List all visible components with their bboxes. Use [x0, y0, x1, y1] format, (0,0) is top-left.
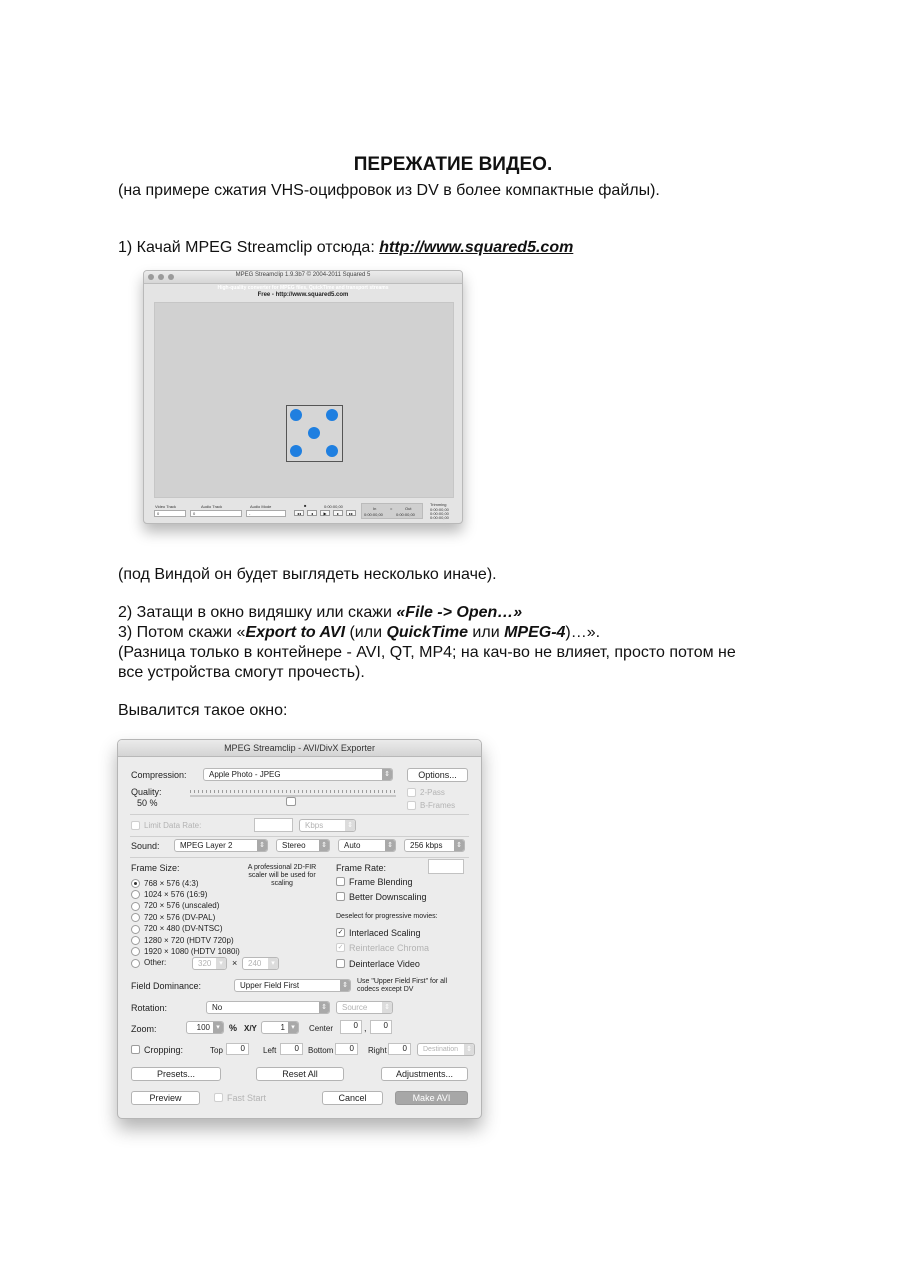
step-back-icon[interactable]: ◂ — [307, 510, 317, 516]
frame-size-option-label: 1280 × 720 (HDTV 720p) — [144, 935, 234, 945]
out-label: Out — [405, 506, 412, 511]
container-note-line-2: все устройства смогут прочесть). — [118, 664, 365, 681]
stop-icon[interactable]: ■ — [304, 503, 307, 508]
center-y-input[interactable]: 0 — [370, 1020, 392, 1034]
field-dominance-select[interactable]: Upper Field First ⇕ — [234, 979, 351, 992]
chevron-updown-icon: ⇕ — [385, 840, 395, 851]
xy-select[interactable]: 1 ▾ — [261, 1021, 299, 1034]
crop-left-input[interactable]: 0 — [280, 1043, 303, 1055]
rotation-label: Rotation: — [131, 1003, 168, 1013]
step-forward-icon[interactable]: ▸ — [333, 510, 343, 516]
trimming-time-2: 0:00:00,00 — [430, 511, 449, 516]
frame-size-radio[interactable] — [131, 902, 140, 911]
frame-blending-checkbox[interactable] — [336, 877, 345, 886]
center-label: Center — [309, 1024, 334, 1033]
options-button[interactable]: Options... — [407, 768, 468, 782]
crop-top-label: Top — [210, 1046, 223, 1055]
separator — [130, 857, 469, 858]
frame-size-option-label: 768 × 576 (4:3) — [144, 878, 199, 888]
cancel-button[interactable]: Cancel — [322, 1091, 383, 1105]
chevron-updown-icon: ⇕ — [382, 769, 392, 780]
interlaced-scaling-checkbox[interactable]: ✓ — [337, 929, 344, 936]
compression-label: Compression: — [131, 770, 187, 780]
frame-size-radio[interactable] — [131, 879, 140, 888]
audio-track-select[interactable]: 0 — [190, 510, 242, 517]
step-3-part-e: или — [467, 624, 505, 641]
xy-label: X/Y — [244, 1024, 257, 1033]
in-time: 0:00:00,00 — [364, 512, 383, 517]
out-time: 0:00:00,00 — [396, 512, 415, 517]
chevron-updown-icon: ⇕ — [345, 820, 355, 831]
chevron-updown-icon: ⇕ — [319, 840, 329, 851]
frame-size-radio[interactable] — [131, 925, 140, 934]
crop-right-label: Right — [368, 1046, 387, 1055]
crop-bottom-input[interactable]: 0 — [335, 1043, 358, 1055]
limit-data-rate-checkbox[interactable] — [131, 821, 140, 830]
center-x-input[interactable]: 0 — [340, 1020, 362, 1034]
free-url-line: Free - http://www.squared5.com — [257, 292, 349, 298]
chevron-updown-icon: ⇕ — [257, 840, 267, 851]
container-note-line-1: (Разница только в контейнере - AVI, QT, MP4; на кач-во не влияет, просто потом не — [118, 644, 736, 661]
audio-track-label: Audio Track — [201, 504, 223, 509]
cropping-label: Cropping: — [144, 1045, 184, 1055]
window-titlebar — [144, 271, 462, 284]
quality-slider-knob[interactable] — [286, 797, 296, 806]
crop-top-input[interactable]: 0 — [226, 1043, 249, 1055]
download-link[interactable]: http://www.squared5.com — [379, 239, 574, 256]
deinterlace-video-checkbox[interactable] — [336, 959, 345, 968]
frame-size-label: Frame Size: — [131, 863, 180, 873]
data-rate-unit-select[interactable]: Kbps ⇕ — [299, 819, 356, 832]
two-pass-label: 2-Pass — [420, 788, 445, 797]
cropping-checkbox[interactable] — [131, 1045, 140, 1054]
step-3-part-g: )… — [565, 624, 587, 641]
frame-blending-label: Frame Blending — [349, 877, 413, 887]
frame-size-radio[interactable] — [131, 947, 140, 956]
audio-mode-label: Audio Mode — [250, 504, 272, 509]
sound-codec-select[interactable]: MPEG Layer 2 ⇕ — [174, 839, 268, 852]
windows-note: (под Виндой он будет выглядеть несколько иначе). — [118, 566, 497, 583]
current-time: 0:00:00,00 — [324, 504, 343, 509]
in-label: In — [373, 506, 377, 511]
deselect-note: Deselect for progressive movies: — [336, 913, 438, 920]
separator — [130, 836, 469, 837]
compression-select[interactable]: Apple Photo - JPEG ⇕ — [203, 768, 393, 781]
step-3-mpeg4: MPEG-4 — [504, 624, 566, 641]
rewind-icon[interactable]: ◂◂ — [294, 510, 304, 516]
make-avi-button[interactable]: Make AVI — [395, 1091, 468, 1105]
equals-label: = — [390, 506, 393, 511]
sound-channels-select[interactable]: Stereo ⇕ — [276, 839, 330, 852]
zoom-select[interactable]: 100 ▾ — [186, 1021, 224, 1034]
center-comma: , — [364, 1023, 367, 1033]
avi-exporter-dialog-screenshot — [117, 739, 482, 1119]
chevron-updown-icon: ⇕ — [319, 1002, 329, 1013]
chevron-updown-icon: ⇕ — [454, 840, 464, 851]
step-2-command: «File -> Open…» — [396, 604, 523, 621]
frame-size-option-label: 720 × 480 (DV-NTSC) — [144, 924, 223, 934]
frame-size-option-label: 1024 × 576 (16:9) — [144, 889, 208, 899]
step-1 — [118, 238, 573, 258]
chevron-updown-icon: ⇕ — [340, 980, 350, 991]
frame-size-option-label: Other: — [144, 958, 167, 968]
b-frames-checkbox[interactable] — [407, 801, 416, 810]
fast-start-label: Fast Start — [227, 1093, 267, 1103]
step-3-part-c: (или — [345, 624, 387, 641]
interlaced-scaling-label: Interlaced Scaling — [349, 928, 421, 938]
other-height-select[interactable]: 240 ▾ — [242, 957, 279, 970]
video-track-select[interactable]: 0 — [154, 510, 186, 517]
app-logo-icon — [286, 405, 343, 462]
adjustments-button[interactable]: Adjustments... — [381, 1067, 468, 1081]
trimming-time-3: 0:00:00,00 — [430, 515, 449, 520]
dialog-title: MPEG Streamclip - AVI/DivX Exporter — [118, 740, 481, 757]
better-downscaling-checkbox[interactable] — [336, 892, 345, 901]
quality-label: Quality: — [131, 787, 162, 797]
trimming-time-1: 0:00:00,00 — [430, 507, 449, 512]
frame-rate-input[interactable] — [428, 859, 464, 874]
rotation-select[interactable]: No ⇕ — [206, 1001, 330, 1014]
step-3 — [118, 623, 600, 643]
presets-button[interactable]: Presets... — [131, 1067, 221, 1081]
audio-mode-select[interactable]: - — [246, 510, 286, 517]
chevron-updown-icon: ⇕ — [382, 1002, 392, 1013]
zoom-label: Zoom: — [131, 1024, 157, 1034]
crop-destination-select[interactable]: Destination ⇕ — [417, 1043, 475, 1056]
document-subtitle: (на примере сжатия VHS-оцифровок из DV в более компактные файлы). — [118, 182, 660, 199]
zoom-percent-sign: % — [229, 1023, 238, 1033]
chevron-down-icon: ▾ — [288, 1022, 298, 1033]
two-pass-checkbox[interactable] — [407, 788, 416, 797]
rotation-source-select[interactable]: Source ⇕ — [336, 1001, 393, 1014]
limit-data-rate-label: Limit Data Rate: — [144, 821, 202, 830]
fast-start-checkbox[interactable] — [214, 1093, 223, 1102]
quality-value: 50 % — [137, 798, 158, 808]
sound-bitrate-select[interactable]: 256 kbps ⇕ — [404, 839, 465, 852]
play-icon[interactable]: ▶ — [320, 510, 330, 516]
chevron-down-icon: ▾ — [268, 958, 278, 969]
frame-size-radio[interactable] — [131, 959, 140, 968]
step-2-text: 2) Затащи в окно видяшку или скажи — [118, 604, 397, 621]
crop-bottom-label: Bottom — [308, 1046, 334, 1055]
trimming-label: Trimming — [430, 502, 447, 507]
document-title: ПЕРЕЖАТИЕ ВИДЕО. — [353, 154, 553, 175]
video-track-label: Video Track — [155, 504, 177, 509]
fast-forward-icon[interactable]: ▸▸ — [346, 510, 356, 516]
chevron-updown-icon: ⇕ — [464, 1044, 474, 1055]
data-rate-input[interactable] — [254, 818, 293, 832]
frame-size-radio[interactable] — [131, 890, 140, 899]
better-downscaling-label: Better Downscaling — [349, 892, 427, 902]
sound-rate-select[interactable]: Auto ⇕ — [338, 839, 396, 852]
chevron-down-icon: ▾ — [216, 958, 226, 969]
video-canvas — [154, 302, 454, 498]
reinterlace-chroma-checkbox[interactable]: ✓ — [337, 944, 344, 951]
preview-button[interactable]: Preview — [131, 1091, 200, 1105]
popup-intro: Вывалится такое окно: — [118, 702, 288, 719]
step-1-text: 1) Качай MPEG Streamclip отсюда: — [118, 239, 380, 256]
b-frames-label: B-Frames — [420, 801, 456, 810]
chevron-down-icon: ▾ — [213, 1022, 223, 1033]
other-times-sign: × — [232, 958, 238, 968]
window-title: MPEG Streamclip 1.9.3b7 © 2004-2011 Squared 5 — [235, 272, 371, 278]
frame-size-radio[interactable] — [131, 913, 140, 922]
reinterlace-chroma-label: Reinterlace Chroma — [349, 943, 430, 953]
reset-all-button[interactable]: Reset All — [256, 1067, 344, 1081]
frame-rate-label: Frame Rate: — [336, 863, 387, 873]
step-3-part-h: ». — [586, 624, 601, 641]
frame-size-radio[interactable] — [131, 936, 140, 945]
quality-slider-ticks — [190, 790, 396, 793]
separator — [130, 814, 469, 815]
step-3-quicktime: QuickTime — [386, 624, 468, 641]
step-2 — [118, 603, 522, 623]
scaler-note: A professional 2D-FIR scaler will be used for scaling — [247, 864, 317, 887]
step-3-part-a: 3) Потом скажи « — [118, 624, 246, 641]
in-out-panel — [361, 503, 423, 519]
frame-size-option-label: 1920 × 1080 (HDTV 1080i) — [144, 946, 240, 956]
step-3-export-avi: Export to AVI — [245, 624, 346, 641]
window-subtitle: High-quality converter for MPEG files, QuickTime and transport streams — [217, 285, 389, 291]
frame-size-option-label: 720 × 576 (unscaled) — [144, 901, 220, 911]
other-width-select[interactable]: 320 ▾ — [192, 957, 227, 970]
sound-label: Sound: — [131, 841, 160, 851]
field-dominance-note: Use "Upper Field First" for all codecs except DV — [357, 978, 448, 993]
deinterlace-video-label: Deinterlace Video — [349, 959, 420, 969]
streamclip-main-window-screenshot — [143, 270, 463, 524]
frame-size-option-label: 720 × 576 (DV-PAL) — [144, 912, 216, 922]
field-dominance-label: Field Dominance: — [131, 981, 202, 991]
crop-right-input[interactable]: 0 — [388, 1043, 411, 1055]
crop-left-label: Left — [263, 1046, 277, 1055]
